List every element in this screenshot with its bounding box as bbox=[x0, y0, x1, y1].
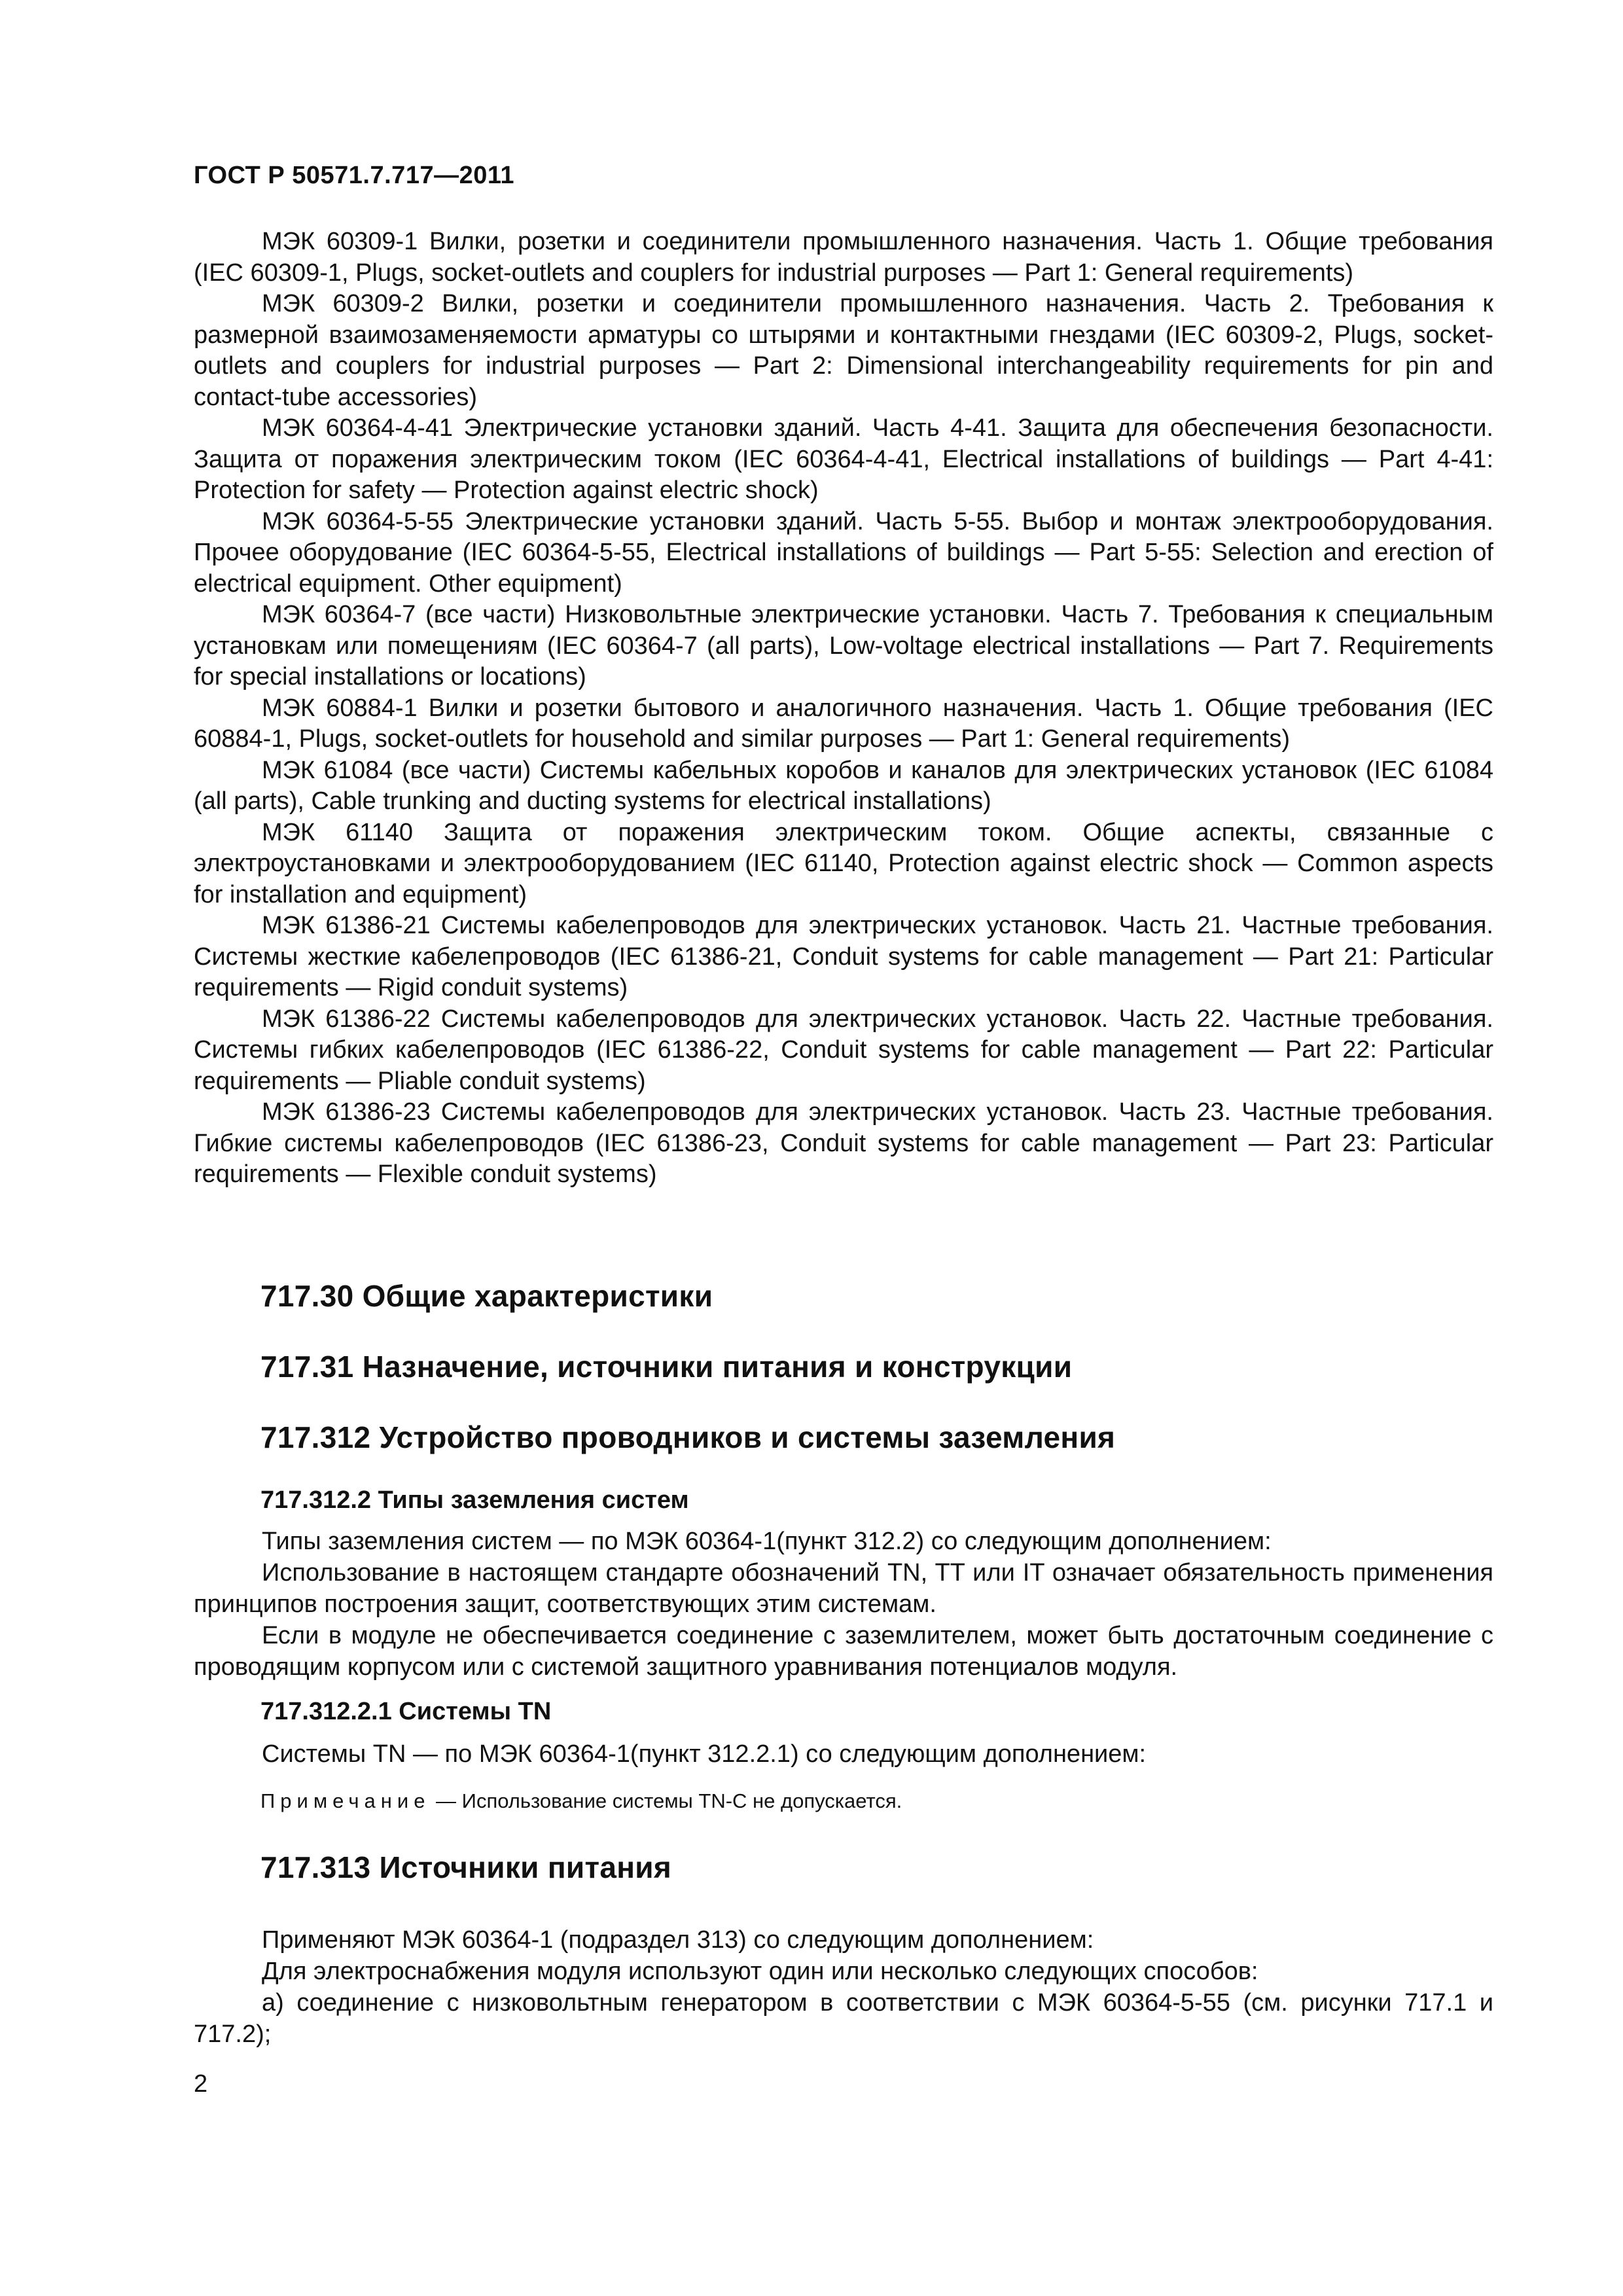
subsection-heading-717-312-2-1: 717.312.2.1 Системы TN bbox=[260, 1698, 552, 1725]
reference-item: МЭК 60309-2 Вилки, розетки и соединители промышленного назначения. Часть 2. Требования к размерной взаимозаменяемости арматуры со штырями и контактными гнездами (IEC 60309-2, Plugs, socket-outlets and couplers for industrial purposes — Part 2: Dimensional interchangeability requirements for pin and contact-tube accessories) bbox=[194, 290, 1493, 411]
paragraph: а) соединение с низковольтным генератором в соответствии с МЭК 60364-5-55 (см. рисунки 717.1 и 717.2); bbox=[194, 1989, 1493, 2048]
paragraph: Использование в настоящем стандарте обозначений TN, TT или IT означает обязательность применения принципов построения защит, соответствующих этим системам. bbox=[194, 1559, 1493, 1618]
section-heading-717-31: 717.31 Назначение, источники питания и конструкции bbox=[260, 1350, 1073, 1384]
subsection-heading-717-312-2: 717.312.2 Типы заземления систем bbox=[260, 1486, 689, 1514]
section-717-313-body bbox=[194, 1924, 1493, 2050]
paragraph: Если в модуле не обеспечивается соединение с заземлителем, может быть достаточным соединение с проводящим корпусом или с системой защитного уравнивания потенциалов модуля. bbox=[194, 1622, 1493, 1681]
normative-references bbox=[194, 226, 1493, 1191]
paragraph: Системы TN — по МЭК 60364-1(пункт 312.2.1) со следующим дополнением: bbox=[262, 1740, 1147, 1768]
reference-item: МЭК 61386-23 Системы кабелепроводов для электрических установок. Часть 23. Частные требования. Гибкие системы кабелепроводов (IEC 61386-23, Conduit systems for cable management — Part 23: Particular requirements — Flexible conduit systems) bbox=[194, 1098, 1493, 1188]
section-717-312-2-body bbox=[194, 1526, 1493, 1683]
note bbox=[260, 1789, 902, 1813]
note-text: — Использование системы TN-C не допускается. bbox=[430, 1789, 902, 1812]
note-label: Примечание bbox=[260, 1789, 431, 1812]
reference-item: МЭК 61140 Защита от поражения электрическим током. Общие аспекты, связанные с электроустановками и электрооборудованием (IEC 61140, Protection against electric shock — Common aspects for installation and equipment) bbox=[194, 818, 1493, 908]
paragraph: Для электроснабжения модуля используют один или несколько следующих способов: bbox=[262, 1958, 1258, 1985]
reference-item: МЭК 60309-1 Вилки, розетки и соединители промышленного назначения. Часть 1. Общие требования (IEC 60309-1, Plugs, socket-outlets and couplers for industrial purposes — Part 1: General requirements) bbox=[194, 228, 1493, 287]
reference-item: МЭК 60884-1 Вилки и розетки бытового и аналогичного назначения. Часть 1. Общие требования (IEC 60884-1, Plugs, socket-outlets for household and similar purposes — Part 1: General requirements) bbox=[194, 694, 1493, 753]
reference-item: МЭК 61084 (все части) Системы кабельных коробов и каналов для электрических установок (IEC 61084 (all parts), Cable trunking and ducting systems for electrical installations) bbox=[194, 756, 1493, 815]
paragraph: Применяют МЭК 60364-1 (подраздел 313) со следующим дополнением: bbox=[262, 1926, 1094, 1954]
reference-item: МЭК 60364-4-41 Электрические установки зданий. Часть 4-41. Защита для обеспечения безопасности. Защита от поражения электрическим током (IEC 60364-4-41, Electrical installations of buildings — Part 4-41: Protection for safety — Protection against electric shock) bbox=[194, 414, 1493, 504]
reference-item: МЭК 61386-21 Системы кабелепроводов для электрических установок. Часть 21. Частные требования. Системы жесткие кабелепроводов (IEC 61386-21, Conduit systems for cable management — Part 21: Particular requirements — Rigid conduit systems) bbox=[194, 912, 1493, 1001]
page-number: 2 bbox=[194, 2070, 208, 2098]
reference-item: МЭК 60364-5-55 Электрические установки зданий. Часть 5-55. Выбор и монтаж электрооборудования. Прочее оборудование (IEC 60364-5-55, Electrical installations of buildings — Part 5-55: Selection and erection of electrical equipment. Other equipment) bbox=[194, 507, 1493, 598]
section-heading-717-313: 717.313 Источники питания bbox=[260, 1850, 672, 1884]
reference-item: МЭК 60364-7 (все части) Низковольтные электрические установки. Часть 7. Требования к специальным установкам или помещениям (IEC 60364-7 (all parts), Low-voltage electrical installations — Part 7. Requirements for special installations or locations) bbox=[194, 601, 1493, 691]
section-heading-717-312: 717.312 Устройство проводников и системы заземления bbox=[260, 1420, 1116, 1454]
section-717-312-2-1-body bbox=[194, 1738, 1493, 1770]
paragraph: Типы заземления систем — по МЭК 60364-1(пункт 312.2) со следующим дополнением: bbox=[262, 1528, 1272, 1555]
document-header: ГОСТ Р 50571.7.717—2011 bbox=[194, 162, 515, 189]
section-heading-717-30: 717.30 Общие характеристики bbox=[260, 1279, 713, 1313]
reference-item: МЭК 61386-22 Системы кабелепроводов для электрических установок. Часть 22. Частные требования. Системы гибких кабелепроводов (IEC 61386-22, Conduit systems for cable management — Part 22: Particular requirements — Pliable conduit systems) bbox=[194, 1005, 1493, 1095]
